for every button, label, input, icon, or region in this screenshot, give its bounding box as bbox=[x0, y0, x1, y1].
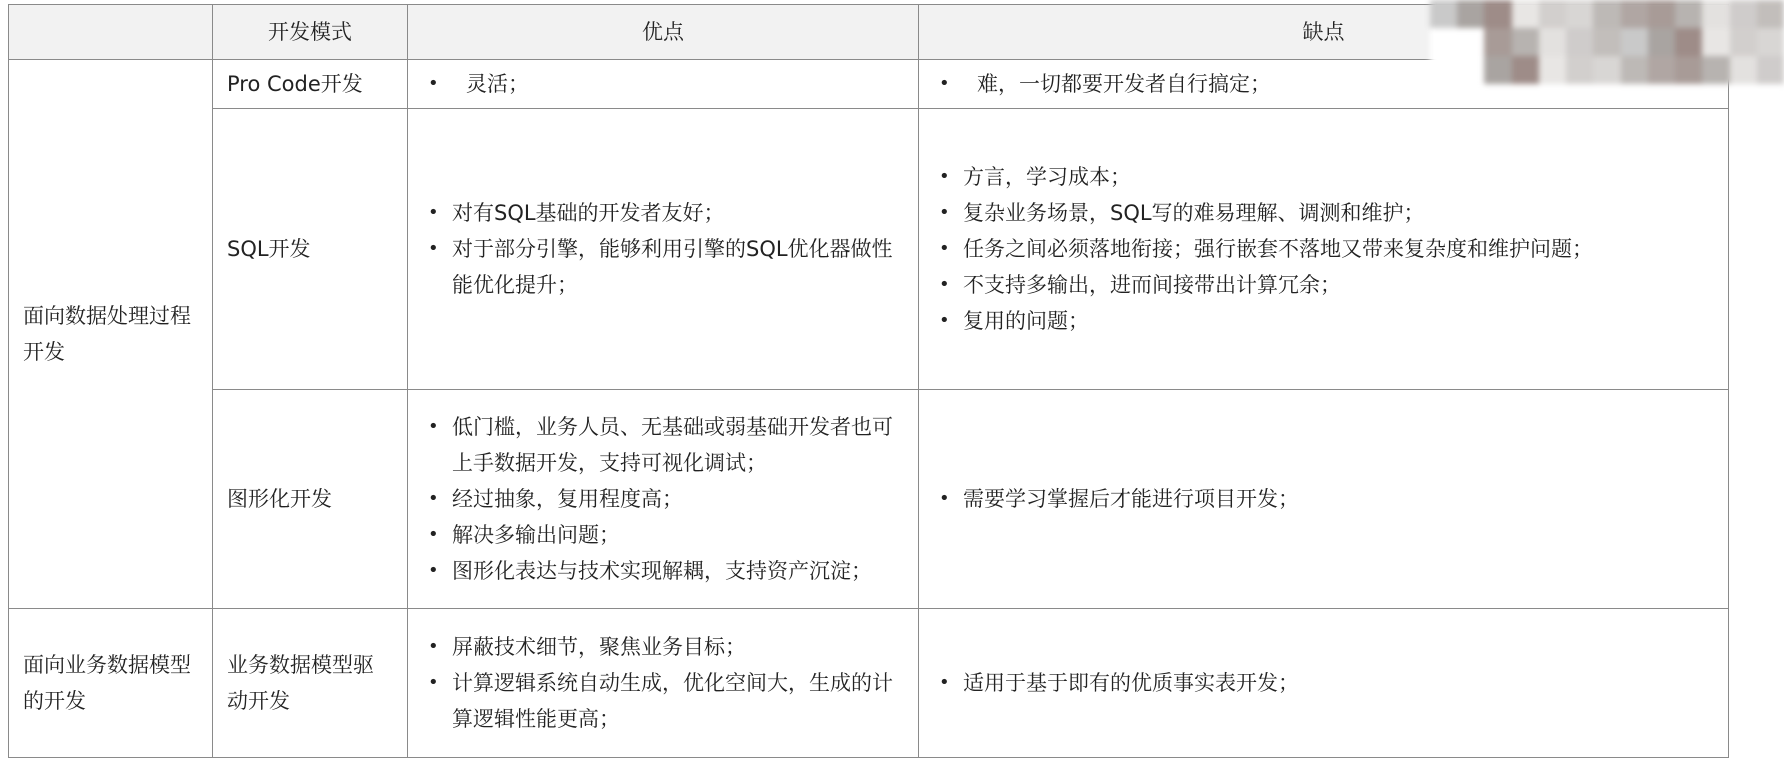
overlay-block bbox=[1621, 28, 1648, 56]
cons-cell bbox=[919, 390, 1729, 609]
overlay-block bbox=[1730, 56, 1757, 84]
overlay-block bbox=[1621, 56, 1648, 84]
pros-cell bbox=[408, 109, 919, 390]
comparison-table bbox=[8, 4, 1729, 758]
pros-list bbox=[422, 195, 904, 303]
list-item: • 适用于基于即有的优质事实表开发； bbox=[933, 665, 1714, 701]
overlay-block bbox=[1621, 0, 1648, 28]
list-item: • 对有SQL基础的开发者友好； bbox=[422, 195, 904, 231]
overlay-block bbox=[1593, 28, 1620, 56]
overlay-block bbox=[1593, 0, 1620, 28]
overlay-block bbox=[1457, 56, 1484, 84]
list-item: • 复杂业务场景，SQL写的难易理解、调测和维护； bbox=[933, 195, 1714, 231]
overlay-block bbox=[1539, 56, 1566, 84]
list-item: • 需要学习掌握后才能进行项目开发； bbox=[933, 481, 1714, 517]
overlay-block bbox=[1757, 0, 1784, 28]
header-cons: 缺点 bbox=[919, 5, 1729, 60]
overlay-block bbox=[1757, 56, 1784, 84]
list-item: • 经过抽象，复用程度高； bbox=[422, 481, 904, 517]
table-row bbox=[9, 609, 1729, 758]
overlay-block bbox=[1539, 28, 1566, 56]
table-row bbox=[9, 109, 1729, 390]
overlay-block bbox=[1702, 56, 1729, 84]
pros-list bbox=[422, 409, 904, 589]
list-item: • 灵活； bbox=[422, 66, 904, 102]
header-mode: 开发模式 bbox=[213, 5, 408, 60]
overlay-block bbox=[1484, 0, 1511, 28]
header-pros: 优点 bbox=[408, 5, 919, 60]
overlay-block bbox=[1566, 0, 1593, 28]
overlay-block bbox=[1757, 28, 1784, 56]
cons-list bbox=[933, 481, 1714, 517]
pros-list bbox=[422, 66, 904, 102]
list-item: • 计算逻辑系统自动生成，优化空间大，生成的计算逻辑性能更高； bbox=[422, 665, 904, 737]
overlay-block bbox=[1457, 0, 1484, 28]
category-cell: 面向数据处理过程开发 bbox=[9, 60, 213, 609]
overlay-block bbox=[1675, 28, 1702, 56]
overlay-block bbox=[1512, 56, 1539, 84]
pros-cell bbox=[408, 609, 919, 758]
pros-list bbox=[422, 629, 904, 737]
cons-list bbox=[933, 159, 1714, 339]
overlay-block bbox=[1730, 0, 1757, 28]
pros-cell bbox=[408, 60, 919, 109]
overlay-block bbox=[1702, 28, 1729, 56]
overlay-block bbox=[1484, 28, 1511, 56]
overlay-block bbox=[1730, 28, 1757, 56]
overlay-block bbox=[1512, 0, 1539, 28]
overlay-block bbox=[1648, 0, 1675, 28]
mode-cell: SQL开发 bbox=[213, 109, 408, 390]
list-item: • 方言，学习成本； bbox=[933, 159, 1714, 195]
list-item: • 任务之间必须落地衔接；强行嵌套不落地又带来复杂度和维护问题； bbox=[933, 231, 1714, 267]
list-item: • 图形化表达与技术实现解耦，支持资产沉淀； bbox=[422, 553, 904, 589]
mode-cell: Pro Code开发 bbox=[213, 60, 408, 109]
overlay-block bbox=[1593, 56, 1620, 84]
pixelated-overlay bbox=[1430, 0, 1784, 84]
mode-cell: 业务数据模型驱动开发 bbox=[213, 609, 408, 758]
list-item: • 不支持多输出，进而间接带出计算冗余； bbox=[933, 267, 1714, 303]
overlay-block bbox=[1430, 0, 1457, 28]
list-item: • 屏蔽技术细节，聚焦业务目标； bbox=[422, 629, 904, 665]
list-item: • 难，一切都要开发者自行搞定； bbox=[933, 66, 1714, 102]
overlay-block bbox=[1566, 28, 1593, 56]
overlay-block bbox=[1648, 56, 1675, 84]
overlay-block bbox=[1484, 56, 1511, 84]
table-row bbox=[9, 390, 1729, 609]
mode-cell: 图形化开发 bbox=[213, 390, 408, 609]
overlay-block bbox=[1512, 28, 1539, 56]
overlay-block bbox=[1430, 28, 1457, 56]
overlay-block bbox=[1566, 56, 1593, 84]
cons-cell bbox=[919, 109, 1729, 390]
overlay-block bbox=[1675, 56, 1702, 84]
overlay-block bbox=[1457, 28, 1484, 56]
overlay-block bbox=[1702, 0, 1729, 28]
cons-cell bbox=[919, 609, 1729, 758]
overlay-block bbox=[1539, 0, 1566, 28]
overlay-block bbox=[1648, 28, 1675, 56]
header-category bbox=[9, 5, 213, 60]
pros-cell bbox=[408, 390, 919, 609]
list-item: • 解决多输出问题； bbox=[422, 517, 904, 553]
list-item: • 低门槛，业务人员、无基础或弱基础开发者也可上手数据开发，支持可视化调试； bbox=[422, 409, 904, 481]
category-cell: 面向业务数据模型的开发 bbox=[9, 609, 213, 758]
list-item: • 复用的问题； bbox=[933, 303, 1714, 339]
cons-list bbox=[933, 665, 1714, 701]
overlay-block bbox=[1675, 0, 1702, 28]
list-item: • 对于部分引擎，能够利用引擎的SQL优化器做性能优化提升； bbox=[422, 231, 904, 303]
